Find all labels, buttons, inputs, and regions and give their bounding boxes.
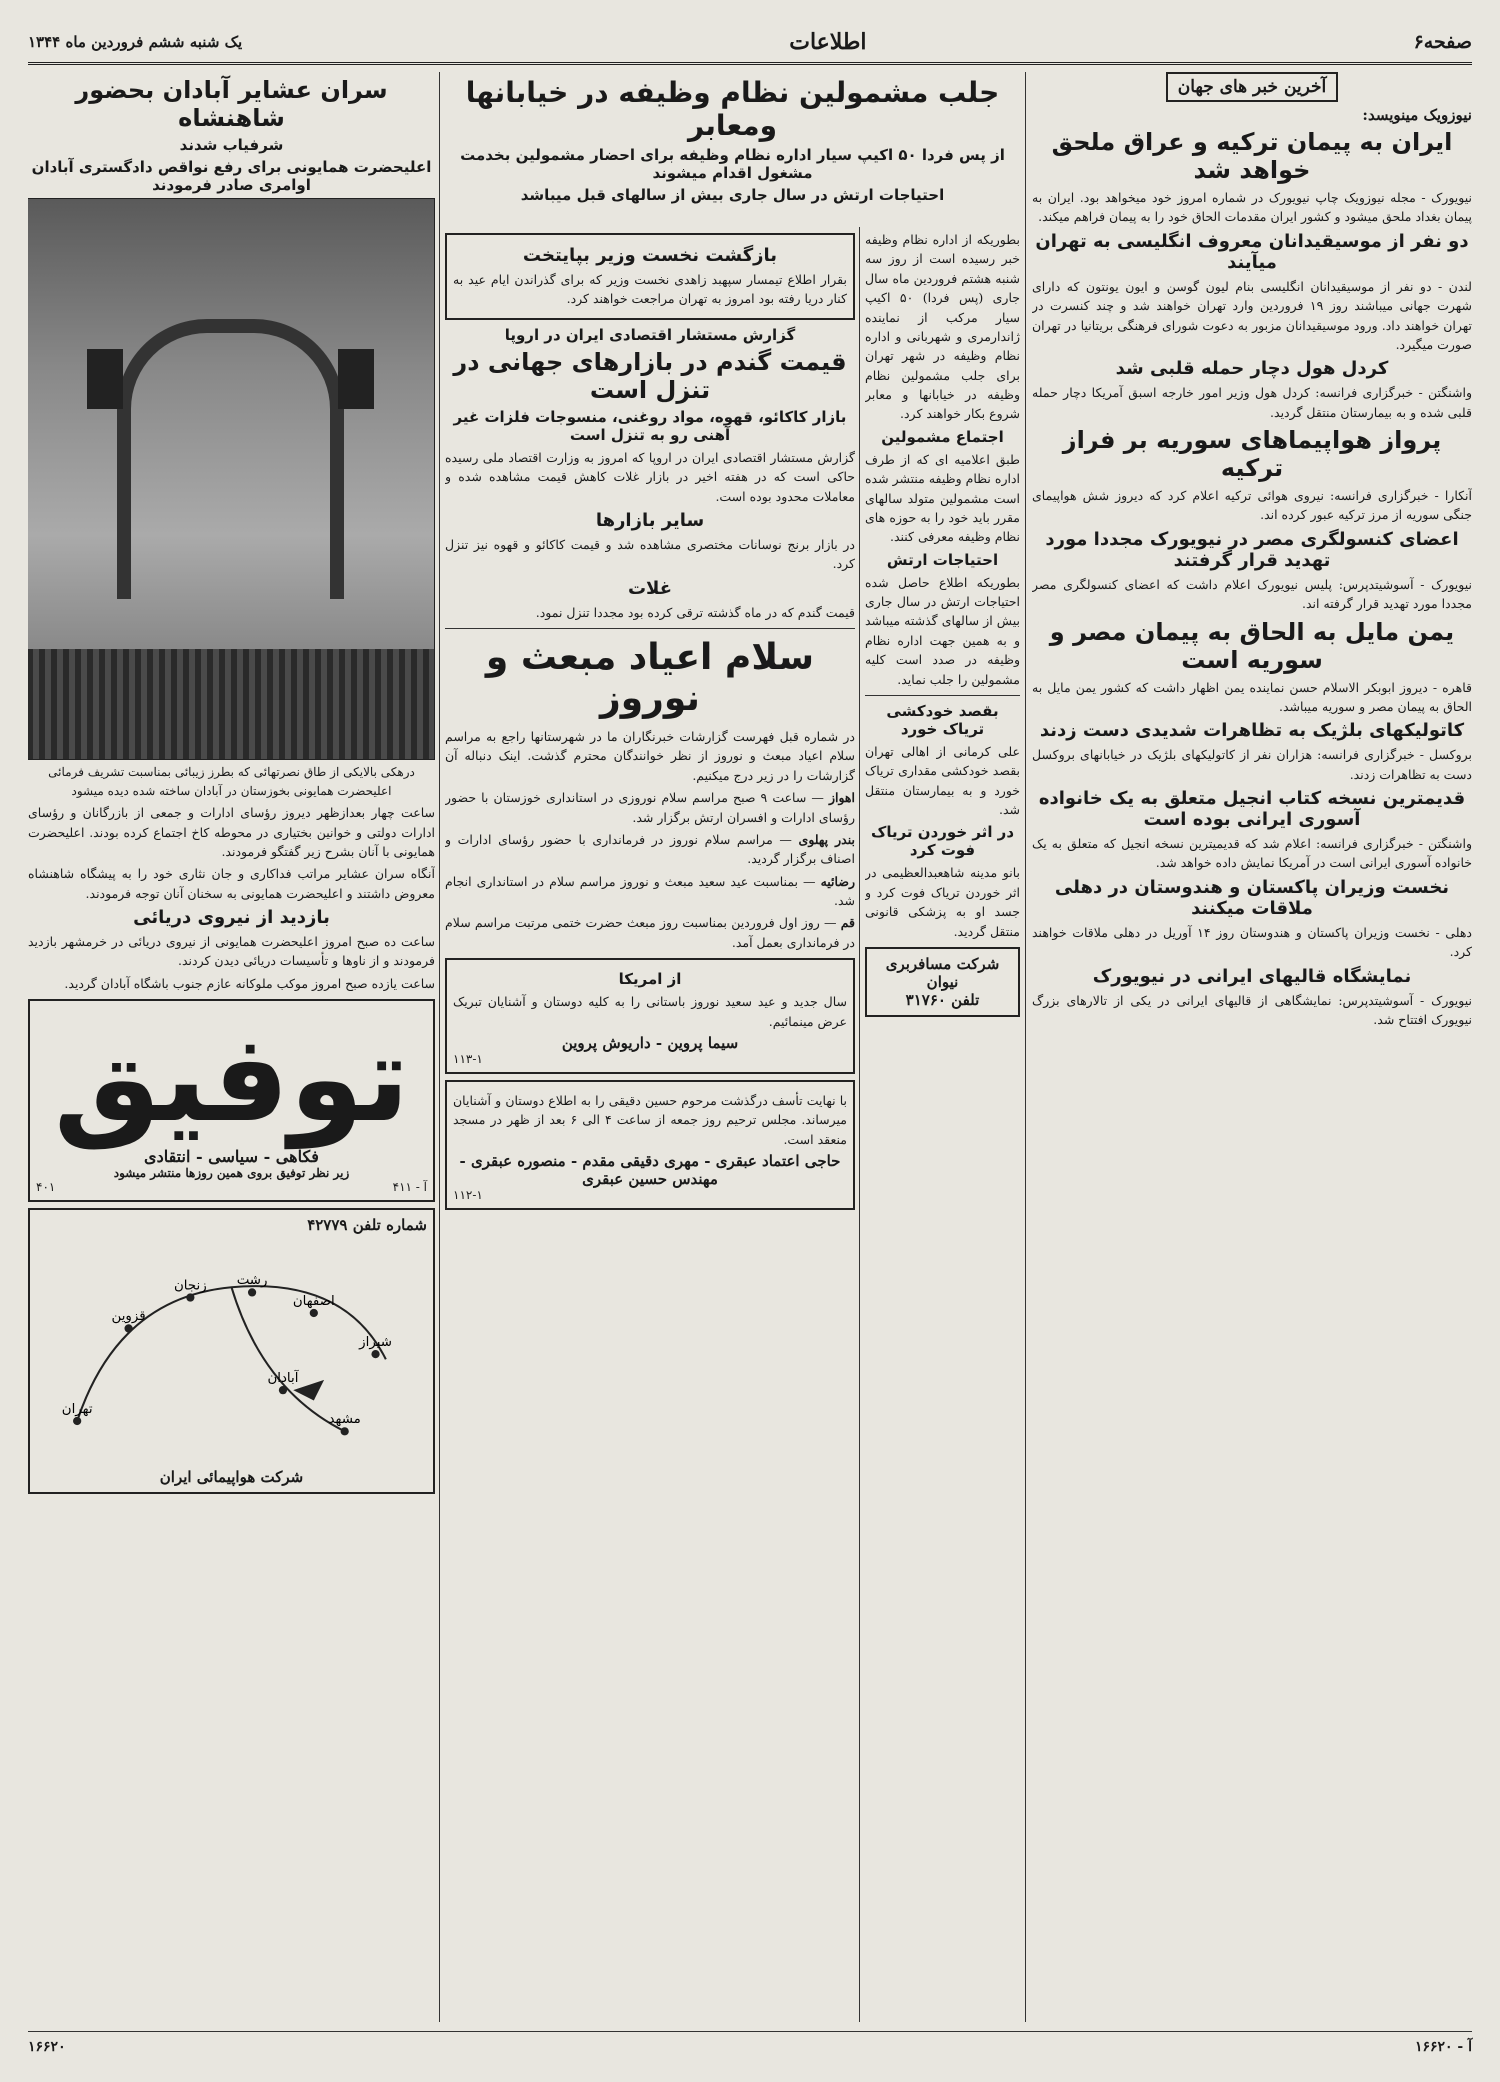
city-dot [310, 1309, 318, 1317]
page-footer [28, 2031, 1472, 2062]
bus-company-phone: تلفن ۳۱۷۶۰ [905, 990, 980, 1009]
story1-kicker: نیوزویک مینویسد: [1362, 106, 1472, 124]
grains-body: قیمت گندم که در ماه گذشته ترقی کرده بود مجددا تنزل نمود. [535, 604, 855, 620]
story10-body: نیویورک - آسوشیتدپرس: نمایشگاهی از قالیهای ایرانی در یکی از تالارهای بزرگ نیویورک افتتاح شد. [1032, 992, 1472, 1027]
world-news-column [1032, 72, 1472, 2022]
story10-headline: نمایشگاه قالیهای ایرانی در نیویورک [1092, 965, 1412, 987]
america-greeting-title: از امریکا [618, 970, 682, 989]
route-map [36, 1234, 427, 1464]
story6-headline: یمن مایل به الحاق به پیمان مصر و سوریه است [1049, 617, 1455, 674]
bus-company-name: شرکت مسافربری نیوان [885, 954, 1000, 991]
opium-death-headline: در اثر خوردن تریاک فوت کرد [870, 823, 1015, 860]
story3-body: واشنگتن - خبرگزاری فرانسه: کردل هول وزیر امور خارجه اسبق آمریکا دچار حمله قلبی شده و به بیمارستان منتقل گردید. [1032, 385, 1472, 420]
suicide-headline: بقصد خودکشی تریاک خورد [886, 701, 999, 738]
flag-shape [338, 349, 374, 409]
story1-headline: ایران به پیمان ترکیه و عراق ملحق خواهد شد [1051, 128, 1453, 184]
economy-column: بازگشت نخست وزیر بپایتخت بقرار اطلاع تیمسار سپهبد زاهدی نخست وزیر که برای گذراندن ایام عید به کنار دریا رفته بود امروز به تهران مراجعت خواهند کرد. گزارش مستشار اقتصادی ایران در اروپا قیمت گندم در بازارهای جهانی در تنزل است بازار کاکائو، قهوه، مواد روغنی، منسوجات فلزات غیر آهنی رو به تنزل است گزارش مستشار اقتصادی ایران در اروپا که امروز به وزارت اقتصاد ملی رسیده حاکی است که در هفته اخیر در بازار غلات کاهش قیمت مشاهده شده و معاملات محدود بوده است. سایر بازارها در بازار برنج نوسانات مختصری مشاهده شد و قیمت کاکائو و قهوه نیز تنزل کرد. غلات قیمت گندم که در ماه گذشته ترقی کرده بود مجددا تنزل نمود. سلام اعیاد مبعث و نوروز در شماره قبل فهرست گزارشات خبرنگاران ما در شهرستانها راجع به مراسم سلام اعیاد مبعث و نوروز از نظر خوانندگان محترم گذشت. اینک دنباله آن گزارشات را در زیر درج میکنیم. اهواز — ساعت ۹ صبح مراسم سلام نوروزی در استانداری خوزستان با حضور رؤسای ادارات و افسران ارتش برگزار شد. بندر پهلوی — مراسم سلام نوروز در فرمانداری با حضور رؤسای ادارات و اصناف برگزار گردید. رضائیه — بمناسبت عید سعید مبعث و نوروز مراسم سلام در استانداری انجام شد. قم — روز اول فروردین بمناسبت روز مبعث حضرت ختمی مرتبت مراسم سلام در فرمانداری بعمل آمد. از امریکا سال جدید و عید سعید نوروز باستانی را به کلیه دوستان و آشنایان تبریک عرض مینمائیم. سیما پروین - داریوش پروین ۱۱۳-۱ با نهایت تأسف درگذشت مرحوم حسین دقیقی را به اطلاع دوستان و آشنایان میرساند. مجلس ترحیم روز جمعه از ساعت ۴ الی ۶ بعد از ظهر در مسجد منعقد است. حاجی اعتماد عبقری - مهری دقیقی مقدم - منصوره عبقری - مهندس حسین عبقری ۱۱۲-۱ [445, 227, 855, 2022]
story5-headline: اعضای کنسولگری مصر در نیویورک مجددا مورد تهدید قرار گرفتند [1045, 528, 1459, 571]
airline-ad [28, 1208, 435, 1494]
story8-headline: قدیمترین نسخه کتاب انجیل متعلق به یک خانواده آسوری ایرانی بوده است [1038, 788, 1466, 830]
abadan-column [28, 72, 435, 2022]
conscription-sub1: از پس فردا ۵۰ اکیپ سیار اداره نظام وظیفه برای احضار مشمولین بخدمت مشغول اقدام میشوند [460, 146, 1005, 182]
navy-visit-headline: بازدید از نیروی دریائی [133, 907, 330, 929]
condolence-names: حاجی اعتماد عبقری - مهری دقیقی مقدم - منصوره عبقری - مهندس حسین عبقری [459, 1152, 841, 1188]
divider [865, 695, 1020, 696]
conscription-body-c: بطوریکه اطلاع حاصل شده احتیاجات ارتش در سال جاری بیش از سالهای گذشته میباشد و به همین جهت اداره نظام وظیفه در صدد است کلیه مشمولین را جلب نماید. [865, 574, 1020, 687]
abadan-sub2: اعلیحضرت همایونی برای رفع نواقص دادگستری آبادان اوامری صادر فرمودند [31, 158, 432, 194]
wheat-kicker: گزارش مستشار اقتصادی ایران در اروپا [504, 325, 796, 344]
column-rule [859, 227, 860, 2022]
abadan-body-a: ساعت چهار بعدازظهر دیروز رؤسای ادارات و جمعی از بازرگانان و رؤسای ادارات دولتی و خوانین بختیاری در محوطه کاخ اجتماع کرده بودند. اعلیحضرت همایونی با آنان بشرح زیر گفتگو فرمودند. [28, 805, 435, 859]
grains-headline: غلات [627, 577, 673, 599]
story2-body: لندن - دو نفر از موسیقیدانان انگلیسی بنام لیون گوسن و ایون یونتون که دارای شهرت جهانی میباشند روز ۱۹ فروردین وارد تهران خواهند شد و چند کنسرت در تهران خواهند داد. ورود موسیقیدانان مزبور به دعوت شورای فرهنگی بریتانیا در تهران صورت میگیرد. [1032, 278, 1472, 352]
city3-body: بمناسبت عید سعید مبعث و نوروز مراسم سلام در استانداری انجام شد. [445, 873, 855, 908]
story5-body: نیویورک - آسوشیتدپرس: پلیس نیویورک اعلام داشت که اعضای کنسولگری مصر مجددا مورد تهدید قرار گرفته اند. [1032, 576, 1472, 612]
story3-headline: کردل هول دچار حمله قلبی شد [1115, 358, 1389, 380]
conscription-banner [445, 72, 1020, 222]
photo-caption: درهکی بالایکی از طاق نصرتهائی که بطرز زیبائی بمناسبت تشریف فرمائی اعلیحضرت همایونی بخوزستان در آبادان ساخته شده دیده میشود [48, 765, 415, 798]
america-greeting-body: سال جدید و عید سعید نوروز باستانی را به کلیه دوستان و آشنایان تبریک عرض مینمائیم. [453, 994, 847, 1029]
city4-body: روز اول فروردین بمناسبت روز مبعث حضرت ختمی مرتبت مراسم سلام در فرمانداری بعمل آمد. [445, 915, 855, 950]
arch-shape [117, 319, 344, 599]
towfigh-tagline: فکاهی - سیاسی - انتقادی [144, 1147, 319, 1167]
abadan-body-d: ساعت یازده صبح امروز موکب ملوکانه عازم جنوب باشگاه آبادان گردید. [64, 975, 435, 991]
city-dot [73, 1417, 81, 1425]
city3-name: رضائیه [820, 873, 855, 889]
city-label: مشهد [328, 1412, 361, 1428]
story9-headline: نخست وزیران پاکستان و هندوستان در دهلی ملاقات میکنند [1054, 876, 1450, 919]
city-label: اصفهان [292, 1293, 335, 1309]
towfigh-note: زیر نظر توفیق بروی همین روزها منتشر میشود [113, 1166, 350, 1181]
newspaper-page [28, 22, 1472, 2062]
airline-phone: شماره تلفن ۴۲۷۷۹ [307, 1216, 427, 1235]
wheat-sub: بازار کاکائو، قهوه، مواد روغنی، منسوجات فلزات غیر آهنی رو به تنزل است [453, 407, 847, 444]
conscription-sub4: احتیاجات ارتش [886, 550, 999, 569]
wheat-body: گزارش مستشار اقتصادی ایران در اروپا که امروز به وزارت اقتصاد ملی رسیده حاکی است که در هفته اخیر در بازار غلات کاهش قیمت مشاهده شده و معاملات محدود بوده است. [445, 449, 855, 504]
city-label: زنجان [173, 1278, 207, 1294]
divider [445, 628, 855, 629]
story2-headline: دو نفر از موسیقیدانان معروف انگلیسی به تهران میآیند [1035, 230, 1469, 273]
page-number-label: صفحه۶ [1413, 31, 1472, 53]
column-rule [1025, 72, 1026, 2022]
ad-code: ۴۰۱ [36, 1180, 56, 1195]
conscription-headline: جلب مشمولین نظام وظیفه در خیابانها ومعابر [465, 76, 1000, 142]
condolence-ad [445, 1080, 855, 1210]
ad-code: آ - ۴۱۱ [392, 1180, 427, 1195]
city4-name: قم [840, 915, 855, 931]
greeting-body: در شماره قبل فهرست گزارشات خبرنگاران ما در شهرستانها راجع به مراسم سلام اعیاد مبعث و نوروز از نظر خوانندگان محترم گذشت. اینک دنباله آن گزارشات را در زیر درج میکنیم. [445, 729, 855, 783]
footer-page-number: ۱۶۶۲۰ [28, 2039, 66, 2055]
city-label: تهران [61, 1401, 93, 1417]
triumphal-arch-photo [28, 198, 435, 760]
new-year-greeting-ad [445, 958, 855, 1074]
city-label: شیراز [359, 1335, 392, 1351]
ad-code: ۱۱۳-۱ [453, 1051, 483, 1066]
city-label: آبادان [267, 1371, 299, 1387]
city-dot [341, 1427, 349, 1435]
city-label: رشت [236, 1273, 268, 1289]
conscription-sub3: اجتماع مشمولین [881, 427, 1004, 446]
towfigh-logo: توفیق [53, 1010, 410, 1150]
story7-body: بروکسل - خبرگزاری فرانسه: هزاران نفر از کاتولیکهای بلژیک در خیابانهای بروکسل دست به تظاهرات زدند. [1032, 747, 1472, 782]
city1-body: ساعت ۹ صبح مراسم سلام نوروزی در استانداری خوزستان با حضور رؤسای ادارات و افسران ارتش برگزار شد. [445, 790, 855, 825]
footer-code: آ - ۱۶۶۲۰ [1414, 2039, 1472, 2055]
city-label: قزوین [111, 1309, 146, 1325]
pm-return-body: بقرار اطلاع تیمسار سپهبد زاهدی نخست وزیر که برای گذراندن ایام عید به کنار دریا رفته بود امروز به تهران مراجعت خواهند کرد. [453, 272, 847, 307]
bus-company-ad [865, 947, 1020, 1017]
world-news-box-title: آخرین خبر های جهان [1166, 72, 1339, 102]
story4-headline: پرواز هواپیماهای سوریه بر فراز ترکیه [1062, 426, 1442, 482]
ad-code: ۱۱۲-۱ [453, 1188, 483, 1202]
story1-body: نیویورک - مجله نیوزویک چاپ نیویورک در شماره امروز خود میخواهد بود. ایران به پیمان بغداد ملحق میشود و کشور ایران مقدمات الحاق خود را به پیمان فراهم میکند. [1032, 190, 1472, 225]
conscription-column [865, 227, 1020, 2022]
city-dot [248, 1288, 256, 1296]
pm-return-headline: بازگشت نخست وزیر بپایتخت [522, 245, 778, 266]
city2-body: مراسم سلام نوروز در فرمانداری با حضور رؤسای ادارات و اصناف برگزار گردید. [445, 831, 855, 867]
abadan-headline: سران عشایر آبادان بحضور شاهنشاه [75, 76, 388, 132]
city1-name: اهواز [828, 790, 855, 806]
conscription-body-a: بطوریکه از اداره نظام وظیفه خبر رسیده است از روز سه شنبه هشتم فروردین ماه سال جاری (پس فردا) ۵۰ اکیپ سیار مرکب از نماینده ژاندارمری و شهربانی و اداره نظام وظیفه در شهر تهران برای جلب مشمولین نظام وظیفه در خیابانها و معابر شروع بکار خواهند کرد. [865, 232, 1020, 422]
wheat-headline: قیمت گندم در بازارهای جهانی در تنزل است [453, 347, 847, 404]
abadan-sub: شرفیاب شدند [179, 136, 284, 154]
city-dot [186, 1294, 194, 1302]
issue-date: یک شنبه ششم فروردین ماه ۱۳۴۴ [28, 33, 243, 51]
story8-body: واشنگتن - خبرگزاری فرانسه: اعلام شد که قدیمیترین نسخه انجیل که متعلق به یک خانواده آسوری ایرانی است در آمریکا نمایش داده خواهد شد. [1032, 836, 1472, 871]
navy-visit-body: ساعت ده صبح امروز اعلیحضرت همایونی از نیروی دریائی در خرمشهر بازدید فرمودند و از ناوها و تأسیسات دریائی دیدن کردند. [28, 934, 435, 969]
route-line [232, 1287, 345, 1431]
other-markets-body: در بازار برنج نوسانات مختصری مشاهده شد و قیمت کاکائو و قهوه نیز تنزل کرد. [445, 536, 855, 572]
towfigh-ad [28, 999, 435, 1202]
conscription-sub2: احتیاجات ارتش در سال جاری بیش از سالهای قبل میباشد [520, 186, 945, 204]
masthead [28, 22, 1472, 65]
column-rule [439, 72, 440, 2022]
america-greeting-signature: سیما پروین - داریوش پروین [561, 1033, 739, 1052]
conscription-body-b: طبق اعلامیه ای که از طرف اداره نظام وظیفه منتشر شده است مشمولین متولد سالهای مقرر باید خود را به حوزه های نظام وظیفه معرفی کنند. [865, 451, 1020, 545]
city-dot [371, 1350, 379, 1358]
story7-headline: کاتولیکهای بلژیک به تظاهرات شدیدی دست زدند [1039, 720, 1465, 742]
greeting-headline: سلام اعیاد مبعث و نوروز [485, 637, 815, 719]
airline-name: شرکت هواپیمائی ایران [159, 1468, 304, 1487]
condolence-body: با نهایت تأسف درگذشت مرحوم حسین دقیقی را به اطلاع دوستان و آشنایان میرساند. مجلس ترحیم روز جمعه از ساعت ۴ الی ۶ بعد از ظهر در مسجد منعقد است. [453, 1092, 847, 1147]
crowd-shape [28, 649, 434, 759]
city2-name: بندر پهلوی [798, 831, 855, 847]
opium-death-body: بانو مدینه شاهعبدالعظیمی در اثر خوردن تریاک فوت کرد و جسد او به پزشکی قانونی منتقل گردید. [865, 865, 1020, 939]
suicide-body: علی کرمانی از اهالی تهران بقصد خودکشی مقداری تریاک خورد و به بیمارستان منتقل شد. [865, 743, 1020, 817]
city-dot [279, 1386, 287, 1394]
city-dot [124, 1324, 132, 1332]
flag-shape [87, 349, 123, 409]
pm-return-box [445, 233, 855, 320]
story9-body: دهلی - نخست وزیران پاکستان و هندوستان روز ۱۴ آوریل در دهلی ملاقات خواهند کرد. [1032, 924, 1472, 960]
route-line [77, 1286, 386, 1421]
story4-body: آنکارا - خبرگزاری فرانسه: نیروی هوائی ترکیه اعلام کرد که دیروز شش هواپیمای جنگی سوریه از مرز ترکیه عبور کرده اند. [1032, 488, 1472, 523]
abadan-body-b: آنگاه سران عشایر مراتب فداکاری و جان نثاری خود را به پیشگاه شاهنشاه معروض داشتند و اعلیحضرت همایونی به سخنان آنان توجه فرمودند. [28, 866, 435, 901]
paper-name: اطلاعات [789, 29, 867, 55]
other-markets-headline: سایر بازارها [595, 509, 705, 531]
story6-body: قاهره - دیروز ابوبکر الاسلام حسن نماینده یمن اظهار داشت که کشور یمن مایل به الحاق به پیمان مصر و سوریه میباشد. [1032, 679, 1472, 714]
